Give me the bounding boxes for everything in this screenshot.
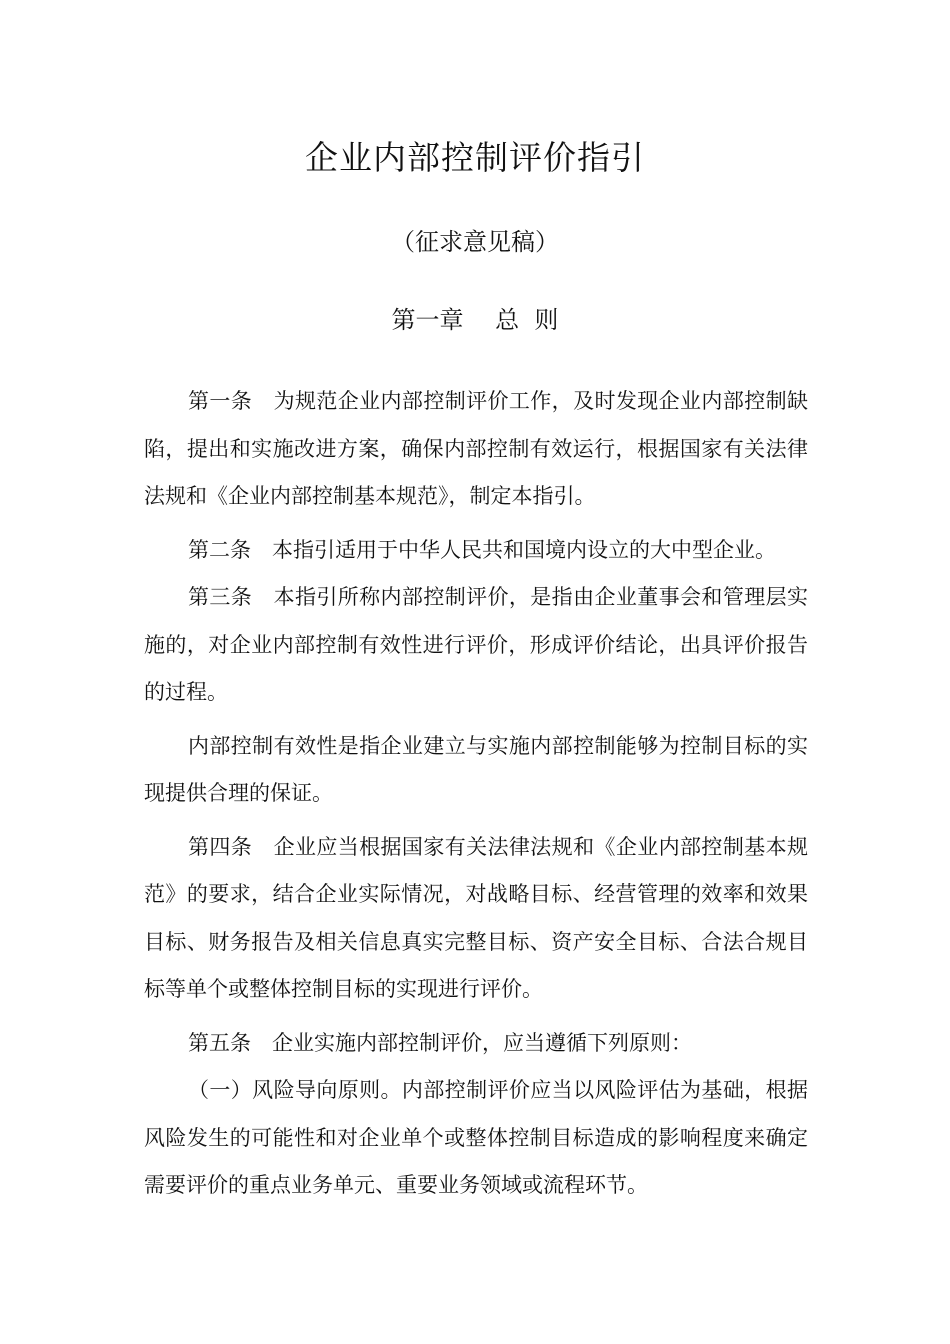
article-4-paragraph: 第四条 企业应当根据国家有关法律法规和《企业内部控制基本规范》的要求，结合企业实际情况，对战略目标、经营管理的效率和效果目标、财务报告及相关信息真实完整目标、资产安全目标、合法合规目标等单个或整体控制目标的实现进行评价。 bbox=[144, 834, 808, 1001]
chapter-heading: 第一章 总 则 bbox=[391, 306, 559, 334]
document-subtitle: （征求意见稿） bbox=[391, 228, 559, 256]
article-5-paragraph: 第五条 企业实施内部控制评价，应当遵循下列原则： bbox=[188, 1030, 692, 1055]
effectiveness-definition-paragraph: 内部控制有效性是指企业建立与实施内部控制能够为控制目标的实现提供合理的保证。 bbox=[144, 733, 808, 805]
risk-oriented-principle-paragraph: （一）风险导向原则。内部控制评价应当以风险评估为基础，根据风险发生的可能性和对企业单个或整体控制目标造成的影响程度来确定需要评价的重点业务单元、重要业务领域或流程环节。 bbox=[144, 1078, 808, 1197]
document-body bbox=[144, 378, 808, 1210]
document-title: 企业内部控制评价指引 bbox=[305, 138, 645, 177]
article-3-paragraph: 第三条 本指引所称内部控制评价，是指由企业董事会和管理层实施的，对企业内部控制有效性进行评价，形成评价结论，出具评价报告的过程。 bbox=[144, 585, 808, 704]
article-2-paragraph: 第二条 本指引适用于中华人民共和国境内设立的大中型企业。 bbox=[188, 537, 776, 562]
article-1-paragraph: 第一条 为规范企业内部控制评价工作，及时发现企业内部控制缺陷，提出和实施改进方案，确保内部控制有效运行，根据国家有关法律法规和《企业内部控制基本规范》，制定本指引。 bbox=[144, 389, 808, 508]
